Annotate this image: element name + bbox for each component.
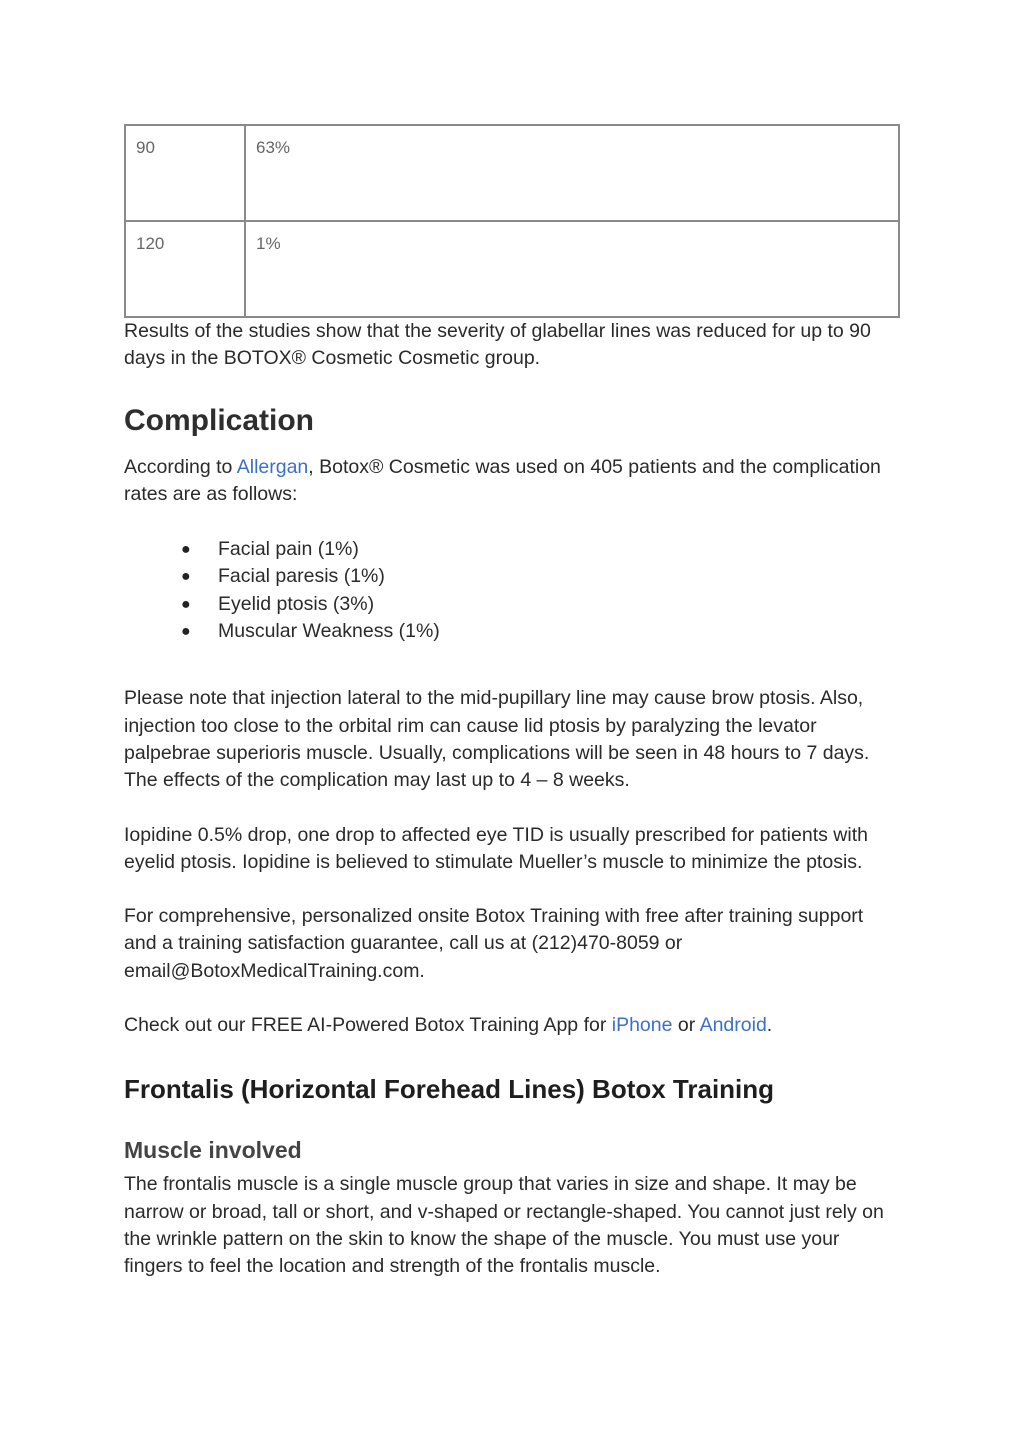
app-text-before: Check out our FREE AI-Powered Botox Training App for <box>124 1014 612 1037</box>
list-item-label: Muscular Weakness (1%) <box>218 620 440 643</box>
list-item <box>124 618 900 645</box>
contact-paragraph: For comprehensive, personalized onsite Botox Training with free after training support and a training satisfaction guarantee, call us at (212)470-8059 or email@BotoxMedicalTraining.com. <box>124 905 864 982</box>
table-row <box>125 221 899 317</box>
allergan-link[interactable]: Allergan <box>236 455 309 478</box>
results-paragraph: Results of the studies show that the severity of glabellar lines was reduced for up to 90 days in the BOTOX® Cosmetic Cosmetic group. <box>124 320 871 370</box>
list-item-label: Eyelid ptosis (3%) <box>218 592 375 615</box>
document-page <box>124 124 900 1281</box>
bullet-icon: ● <box>181 595 191 613</box>
frontalis-heading: Frontalis (Horizontal Forehead Lines) Botox Training <box>124 1074 775 1105</box>
list-item <box>124 591 900 618</box>
complication-list <box>124 536 900 645</box>
table-cell-value: 1% <box>245 221 899 317</box>
bullet-icon: ● <box>181 623 191 641</box>
intro-text-before: According to <box>124 455 237 478</box>
table-row <box>125 125 899 221</box>
table-cell-value: 63% <box>245 125 899 221</box>
table-cell-day: 90 <box>125 125 245 221</box>
list-item <box>124 563 900 590</box>
results-table <box>124 124 900 318</box>
muscle-involved-heading: Muscle involved <box>124 1137 302 1164</box>
bullet-icon: ● <box>181 568 191 586</box>
android-link[interactable]: Android <box>699 1014 767 1037</box>
iphone-link[interactable]: iPhone <box>611 1014 673 1037</box>
complication-heading: Complication <box>124 403 315 437</box>
app-text-after: . <box>766 1014 773 1037</box>
complication-intro <box>124 454 900 509</box>
iopidine-paragraph: Iopidine 0.5% drop, one drop to affected eye TID is usually prescribed for patients with eyelid ptosis. Iopidine is believed to stimulate Mueller’s muscle to minimize the ptosis. <box>124 823 868 873</box>
bullet-icon: ● <box>181 541 191 559</box>
list-item <box>124 536 900 563</box>
list-item-label: Facial paresis (1%) <box>218 565 385 588</box>
table-cell-day: 120 <box>125 221 245 317</box>
ptosis-note-paragraph: Please note that injection lateral to the mid-pupillary line may cause brow ptosis. Also, injection too close to the orbital rim can cause lid ptosis by paralyzing the levator palpebrae superioris muscle. Usually, complications will be seen in 48 hours to 7 days. The effects of the complication may last up to 4 – 8 weeks. <box>124 687 870 792</box>
list-item-label: Facial pain (1%) <box>218 538 359 561</box>
intro-text-after: , Botox® Cosmetic was used on 405 patients and the complication rates are as follows: <box>124 455 881 505</box>
app-paragraph <box>124 1012 900 1039</box>
frontalis-paragraph: The frontalis muscle is a single muscle group that varies in size and shape. It may be narrow or broad, tall or short, and v-shaped or rectangle-shaped. You cannot just rely on the wrinkle pattern on the skin to know the shape of the muscle. You must use your fingers to feel the location and strength of the frontalis muscle. <box>124 1173 884 1278</box>
app-text-middle: or <box>672 1014 700 1037</box>
